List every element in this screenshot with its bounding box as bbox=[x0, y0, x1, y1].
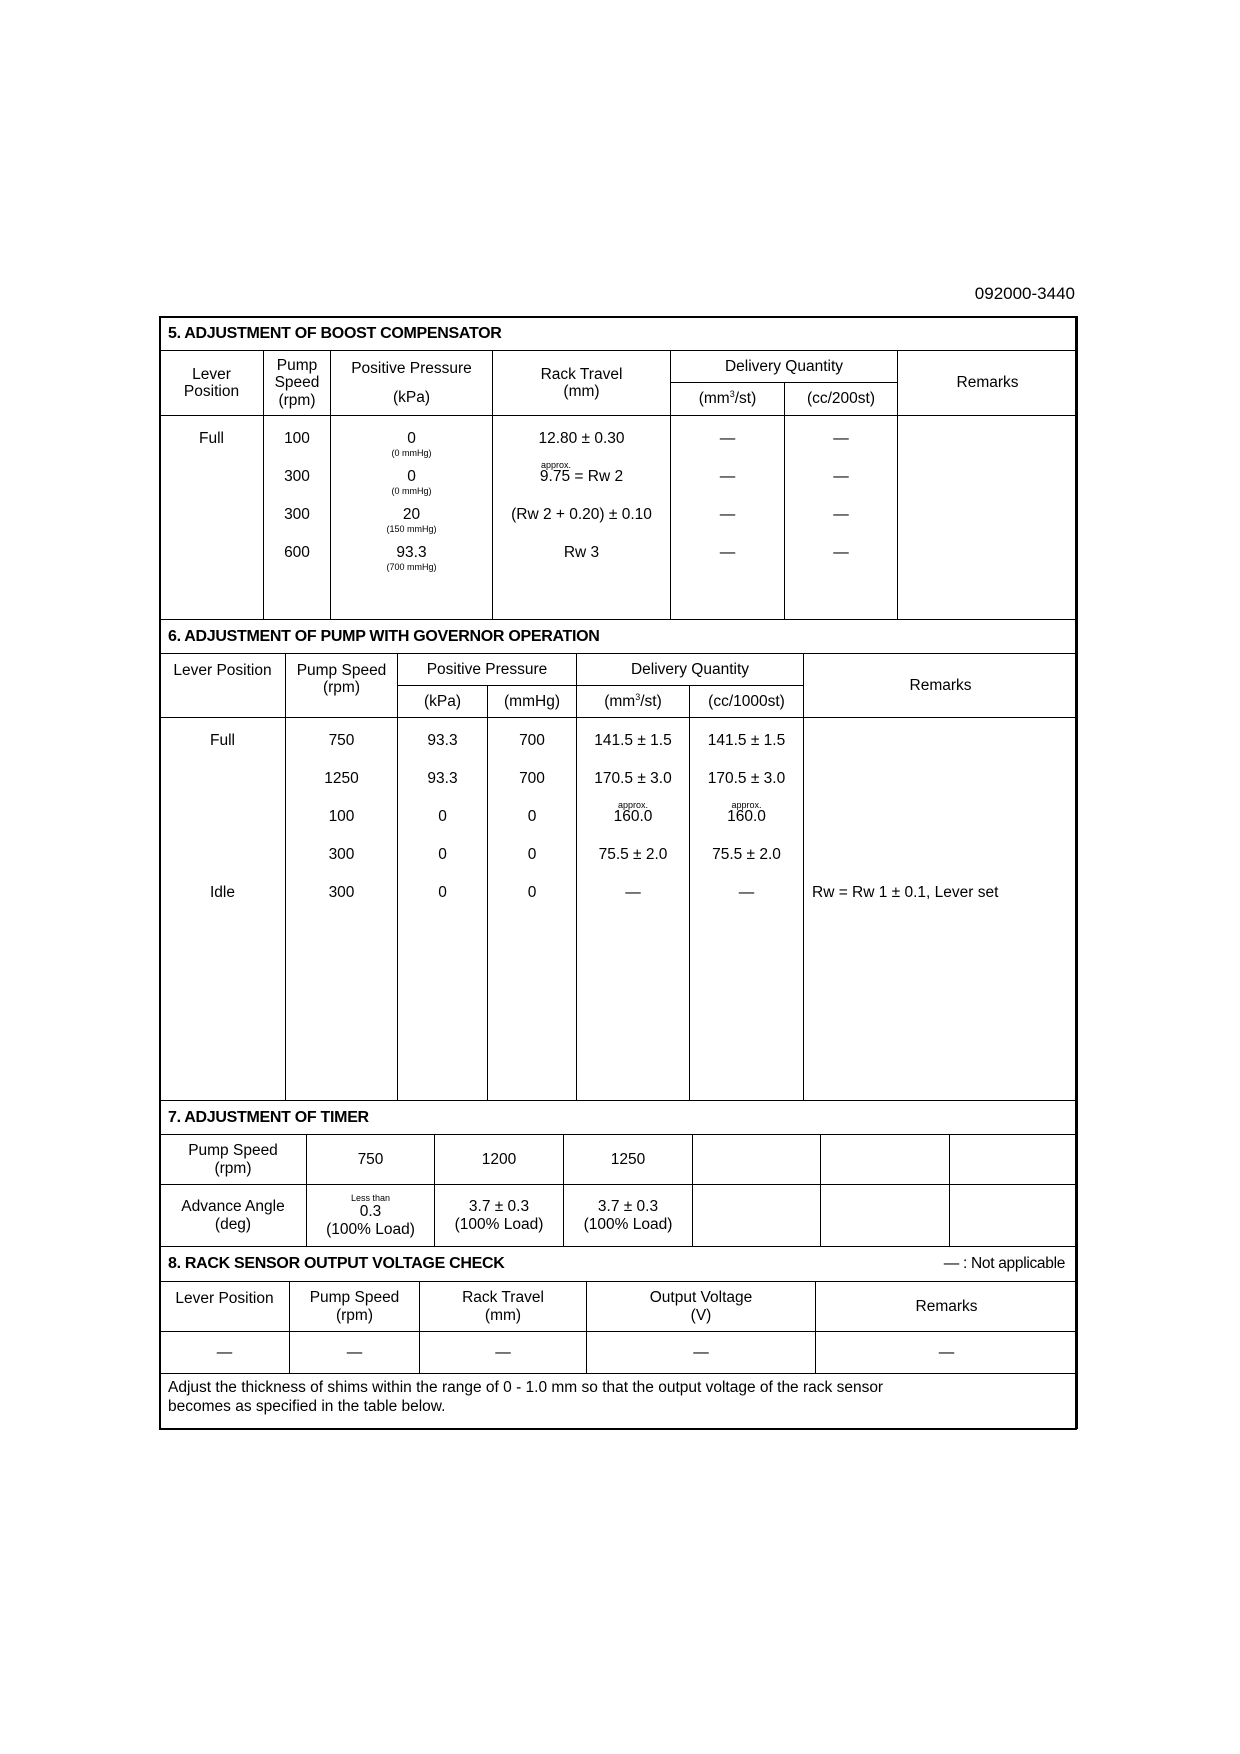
section-7-title: 7. ADJUSTMENT OF TIMER bbox=[160, 1101, 1078, 1135]
s8-value: — bbox=[587, 1332, 816, 1374]
header-delivery-cc-200st: (cc/200st) bbox=[785, 383, 898, 416]
s7-empty-cell bbox=[693, 1185, 821, 1247]
header-pump-speed: Pump Speed (rpm) bbox=[290, 1282, 420, 1332]
s5-speed-value: 600 bbox=[284, 544, 310, 561]
s5-mmhg-value: (150 mmHg) bbox=[386, 524, 437, 534]
header-lever-position: Lever Position bbox=[160, 654, 286, 718]
s5-kpa-value: 93.3 bbox=[396, 544, 427, 561]
s5-approx-label: approx. bbox=[541, 460, 572, 470]
s5-pressure-column bbox=[331, 416, 493, 620]
section-6-title: 6. ADJUSTMENT OF PUMP WITH GOVERNOR OPERATION bbox=[160, 620, 1078, 654]
s7-angle-value: Less than 0.3 (100% Load) bbox=[307, 1185, 435, 1247]
s7-empty-cell bbox=[821, 1135, 950, 1185]
s5-rack-value: (Rw 2 + 0.20) ± 0.10 bbox=[511, 506, 652, 523]
s7-angle-value: 3.7 ± 0.3 (100% Load) bbox=[435, 1185, 564, 1247]
s6-mmhg-column: 700 700 0 0 0 bbox=[488, 718, 577, 1101]
s5-delivery-mm3-column: — — — — bbox=[671, 416, 785, 620]
header-lever-position: Lever Position bbox=[160, 351, 264, 416]
header-delivery-cc-1000st: (cc/1000st) bbox=[690, 686, 804, 718]
header-remarks: Remarks bbox=[816, 1282, 1078, 1332]
s6-idle-remark: Rw = Rw 1 ± 0.1, Lever set bbox=[812, 884, 999, 901]
s7-speed-value: 1250 bbox=[564, 1135, 693, 1185]
header-lever-position: Lever Position bbox=[160, 1282, 290, 1332]
s8-value: — bbox=[290, 1332, 420, 1374]
section-5-title: 5. ADJUSTMENT OF BOOST COMPENSATOR bbox=[160, 317, 1078, 351]
header-positive-pressure: Positive Pressure bbox=[398, 654, 577, 686]
s5-speed-value: 300 bbox=[284, 468, 310, 485]
s5-mmhg-value: (700 mmHg) bbox=[386, 562, 437, 572]
s7-speed-value: 750 bbox=[307, 1135, 435, 1185]
s8-note: Adjust the thickness of shims within the range of 0 - 1.0 mm so that the output voltage of the rack sensor becomes as specified in the table below. bbox=[160, 1374, 1078, 1429]
s7-empty-cell bbox=[821, 1185, 950, 1247]
s5-rack-column bbox=[493, 416, 671, 620]
document-number: 092000-3440 bbox=[974, 284, 1075, 303]
s6-kpa-column: 93.3 93.3 0 0 0 bbox=[398, 718, 488, 1101]
not-applicable-note: — : Not applicable bbox=[943, 1255, 1066, 1272]
section-7-table bbox=[159, 1100, 1078, 1247]
header-mmhg: (mmHg) bbox=[488, 686, 577, 718]
s7-angle-value: 3.7 ± 0.3 (100% Load) bbox=[564, 1185, 693, 1247]
header-delivery-mm3-st: $(mm^3/st)$ bbox=[577, 686, 690, 718]
s5-kpa-value: 0 bbox=[407, 430, 416, 447]
header-advance-angle: Advance Angle (deg) bbox=[160, 1185, 307, 1247]
s5-delivery-cc-column: — — — — bbox=[785, 416, 898, 620]
s8-value: — bbox=[816, 1332, 1078, 1374]
header-delivery-quantity: Delivery Quantity bbox=[577, 654, 804, 686]
s7-less-than-label: Less than bbox=[350, 1193, 391, 1204]
header-remarks: Remarks bbox=[898, 351, 1078, 416]
section-5-table bbox=[159, 316, 1078, 620]
header-rack-travel: Rack Travel (mm) bbox=[420, 1282, 587, 1332]
header-remarks: Remarks bbox=[804, 654, 1078, 718]
s6-remarks-column bbox=[804, 718, 1078, 1101]
section-6-table bbox=[159, 619, 1078, 1101]
s5-speed-value: 100 bbox=[284, 430, 310, 447]
s5-kpa-value: 20 bbox=[402, 506, 421, 523]
s5-mmhg-value: (0 mmHg) bbox=[391, 486, 432, 496]
s5-rack-value: Rw 3 bbox=[563, 544, 600, 561]
header-pump-speed: Pump Speed (rpm) bbox=[264, 351, 331, 416]
s5-mmhg-value: (0 mmHg) bbox=[391, 448, 432, 458]
section-8-title: 8. RACK SENSOR OUTPUT VOLTAGE CHECK — : Not applicable bbox=[160, 1247, 1078, 1282]
s6-delivery-cc-column: 141.5 ± 1.5 170.5 ± 3.0 approx. 160.0 75.5 ± 2.0 — bbox=[690, 718, 804, 1101]
header-pump-speed: Pump Speed (rpm) bbox=[160, 1135, 307, 1185]
s6-lever-column: Full Idle bbox=[160, 718, 286, 1101]
s5-kpa-value: 0 bbox=[407, 468, 416, 485]
header-rack-travel: Rack Travel (mm) bbox=[493, 351, 671, 416]
s6-approx-label: approx. bbox=[731, 800, 762, 810]
section-8-table bbox=[159, 1246, 1078, 1429]
header-output-voltage: Output Voltage (V) bbox=[587, 1282, 816, 1332]
s7-empty-cell bbox=[950, 1135, 1078, 1185]
s5-rack-value: 12.80 ± 0.30 bbox=[538, 430, 625, 447]
s7-empty-cell bbox=[693, 1135, 821, 1185]
header-delivery-quantity: Delivery Quantity bbox=[671, 351, 898, 383]
s8-value: — bbox=[160, 1332, 290, 1374]
s5-speed-value: 300 bbox=[284, 506, 310, 523]
header-positive-pressure: Positive Pressure (kPa) bbox=[331, 351, 493, 416]
s5-remarks-cell bbox=[898, 416, 1078, 620]
s5-speed-column bbox=[264, 416, 331, 620]
s5-rack-value: 9.75 = Rw 2 bbox=[539, 468, 624, 485]
header-pump-speed: Pump Speed (rpm) bbox=[286, 654, 398, 718]
s6-delivery-mm3-column: 141.5 ± 1.5 170.5 ± 3.0 approx. 160.0 75.5 ± 2.0 — bbox=[577, 718, 690, 1101]
s7-speed-value: 1200 bbox=[435, 1135, 564, 1185]
s7-empty-cell bbox=[950, 1185, 1078, 1247]
s6-approx-label: approx. bbox=[617, 800, 649, 810]
s8-value: — bbox=[420, 1332, 587, 1374]
s5-lever-cell: Full bbox=[160, 416, 264, 620]
header-kpa: (kPa) bbox=[398, 686, 488, 718]
s6-speed-column: 750 1250 100 300 300 bbox=[286, 718, 398, 1101]
header-delivery-mm3-st: $(mm^3/st)$ bbox=[671, 383, 785, 416]
